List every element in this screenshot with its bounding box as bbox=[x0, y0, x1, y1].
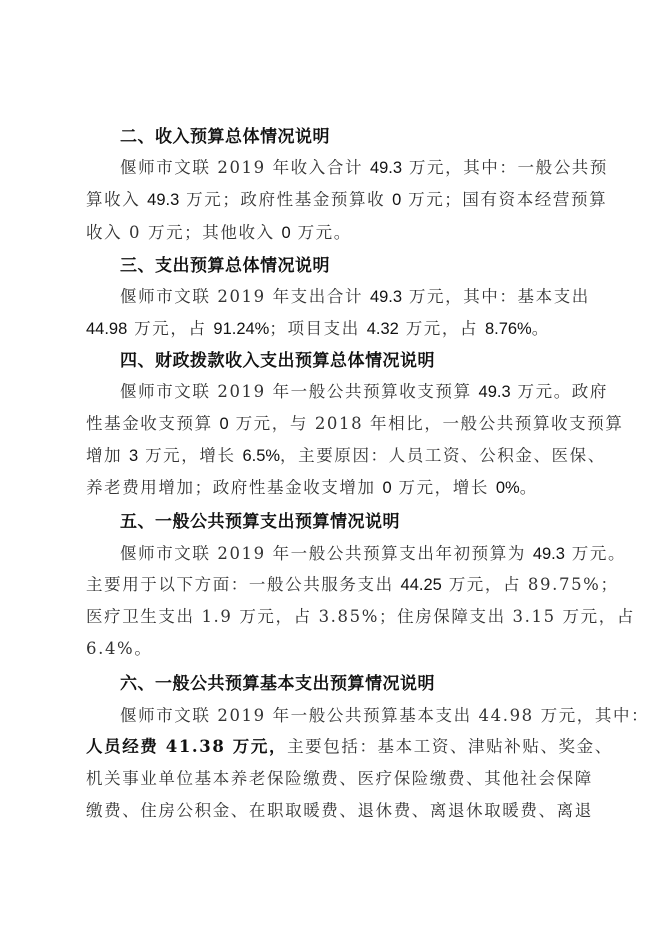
amount: 49.3 bbox=[369, 159, 403, 177]
text: 主要包括：基本工资、津贴补贴、奖金、 bbox=[287, 737, 613, 756]
text: 万元，占 bbox=[127, 319, 214, 338]
text: 万元，增长 bbox=[138, 446, 243, 465]
text: 万元；政府性基金预算收 bbox=[179, 190, 393, 209]
paragraph-line bbox=[120, 381, 609, 403]
text: 偃师市文联 2019 年支出合计 bbox=[120, 287, 370, 306]
percent: 0% bbox=[495, 479, 520, 497]
text: 偃师市文联 2019 年一般公共预算支出年初预算为 bbox=[120, 544, 533, 563]
amount: 44.25 bbox=[400, 576, 442, 594]
text: 医疗卫生支出 1.9 万元，占 3.85%；住房保障支出 3.15 万元，占 bbox=[86, 607, 635, 626]
text: 。 bbox=[519, 478, 538, 497]
text: 万元，其中：基本支出 bbox=[402, 287, 590, 306]
personnel-expenses-text: 人员经费 41.38 万元， bbox=[86, 737, 288, 756]
paragraph-line bbox=[86, 638, 576, 660]
text: 养老费用增加；政府性基金收支增加 bbox=[86, 478, 383, 497]
paragraph-line bbox=[86, 413, 624, 435]
percent: 91.24% bbox=[213, 320, 270, 338]
text: 万元，与 2018 年相比，一般公共预算收支预算 bbox=[228, 414, 624, 433]
amount: 3 bbox=[129, 447, 139, 465]
text: 万元；国有资本经营预算 bbox=[401, 190, 608, 209]
amount: 49.3 bbox=[478, 383, 511, 401]
section-heading-income: 二、收入预算总体情况说明 bbox=[120, 127, 330, 147]
text: 万元。 bbox=[290, 223, 352, 242]
text: 算收入 bbox=[86, 190, 148, 209]
paragraph-line bbox=[86, 189, 608, 211]
text: 缴费、住房公积金、在职取暖费、退休费、离退休取暖费、离退 bbox=[86, 801, 593, 820]
text: 万元，增长 bbox=[391, 478, 496, 497]
paragraph-line bbox=[86, 800, 593, 822]
text: 增加 bbox=[86, 446, 130, 465]
paragraph-line bbox=[120, 543, 627, 565]
text: 万元。 bbox=[564, 544, 627, 563]
text: ；项目支出 bbox=[269, 319, 367, 338]
text: ，主要原因：人员工资、公积金、医保、 bbox=[280, 446, 606, 465]
amount: 0 bbox=[219, 415, 229, 433]
amount: 49.3 bbox=[532, 545, 565, 563]
paragraph-line bbox=[86, 736, 613, 758]
percent: 8.76% bbox=[484, 320, 532, 338]
text: 偃师市文联 2019 年一般公共预算基本支出 44.98 万元，其中： bbox=[120, 706, 650, 725]
text: 6.4%。 bbox=[86, 639, 153, 658]
paragraph-line bbox=[120, 286, 590, 308]
amount: 49.3 bbox=[147, 191, 180, 209]
section-heading-basic-expenditure: 六、一般公共预算基本支出预算情况说明 bbox=[120, 674, 435, 694]
text: 性基金收支预算 bbox=[86, 414, 220, 433]
paragraph-line bbox=[86, 574, 619, 596]
amount: 44.98 bbox=[86, 320, 128, 338]
text: 机关事业单位基本养老保险缴费、医疗保险缴费、其他社会保障 bbox=[86, 769, 593, 788]
paragraph-line bbox=[86, 477, 576, 499]
percent: 6.5% bbox=[242, 447, 281, 465]
text: 收入 0 万元；其他收入 bbox=[86, 223, 282, 242]
amount: 0 bbox=[281, 224, 291, 242]
section-heading-general-budget-expenditure: 五、一般公共预算支出预算情况说明 bbox=[120, 512, 400, 532]
section-heading-expenditure: 三、支出预算总体情况说明 bbox=[120, 256, 330, 276]
text: 偃师市文联 2019 年一般公共预算收支预算 bbox=[120, 382, 479, 401]
amount: 0 bbox=[382, 479, 392, 497]
amount: 4.32 bbox=[366, 320, 399, 338]
text: 万元，其中：一般公共预 bbox=[402, 158, 609, 177]
paragraph-line bbox=[86, 222, 576, 244]
amount: 0 bbox=[392, 191, 402, 209]
text: 万元，占 89.75%； bbox=[441, 575, 619, 594]
paragraph-line bbox=[120, 157, 609, 179]
paragraph-line bbox=[86, 606, 635, 628]
paragraph-line bbox=[120, 705, 650, 727]
paragraph-line bbox=[86, 318, 576, 340]
amount: 49.3 bbox=[369, 288, 403, 306]
paragraph-line bbox=[86, 768, 593, 790]
text: 。 bbox=[531, 319, 550, 338]
paragraph-line bbox=[86, 445, 606, 467]
section-heading-fiscal-appropriation: 四、财政拨款收入支出预算总体情况说明 bbox=[120, 351, 435, 371]
text: 主要用于以下方面：一般公共服务支出 bbox=[86, 575, 401, 594]
text: 万元。政府 bbox=[510, 382, 609, 401]
text: 万元，占 bbox=[398, 319, 485, 338]
text: 偃师市文联 2019 年收入合计 bbox=[120, 158, 370, 177]
